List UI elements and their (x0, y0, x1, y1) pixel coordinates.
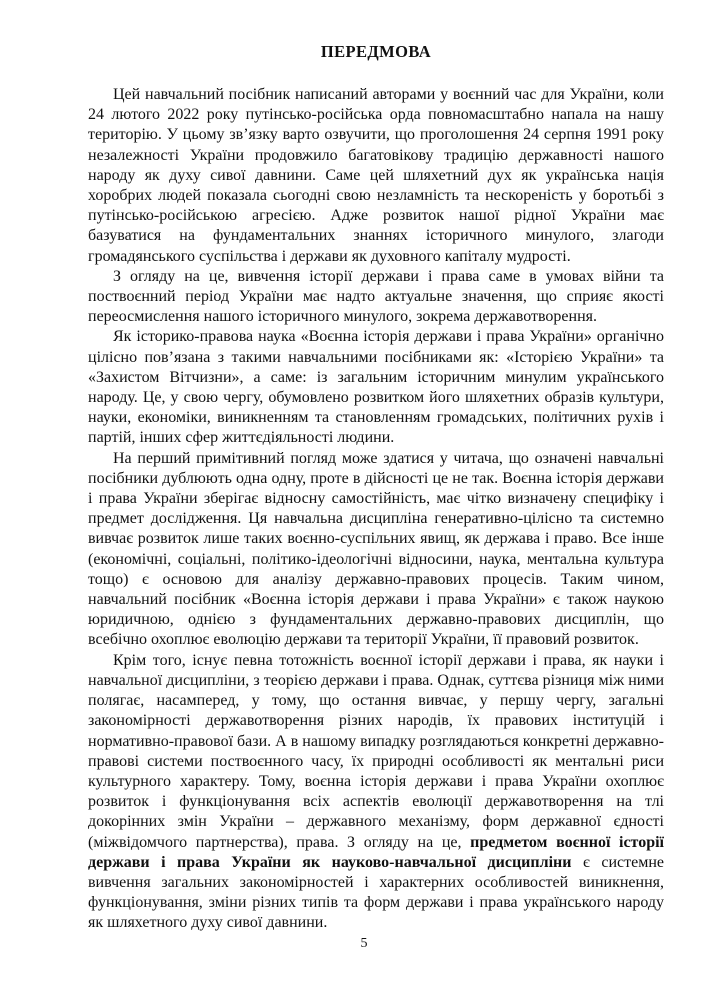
paragraph-5-bold-subject: предметом воєнної історії держави і права України як науково-навчальної дисципліни (88, 833, 664, 871)
paragraph-1: Цей навчальний посібник написаний авторами у воєнний час для України, коли 24 лютого 2022 року путінсько-російська орда повномасштабно напала на нашу територію. У цьому зв’язку варто озвучити, що проголошення 24 серпня 1991 року незалежності України продовжило багатовікову традицію державності нашого народу як духу сивої давнини. Саме цей шляхетний дух як українська нація хоробрих людей показала сьогодні свою незламність та нескореність у боротьбі з путінсько-російською агресією. Адже розвиток нашої рідної України має базуватися на фундаментальних знаннях історичного минулого, злагоди громадянського суспільства і держави як духовного капіталу мудрості. (88, 86, 664, 265)
paragraph-5 (88, 651, 664, 934)
paragraph-2: З огляду на це, вивчення історії держави і права саме в умовах війни та поствоєнний період України має надто актуальне значення, що сприяє якості переосмислення нашого історичного минулого, зокрема державотворення. (88, 267, 664, 326)
paragraph-5-text-before: Крім того, існує певна тотожність воєнної історії держави і права, як науки і навчальної дисципліни, з теорією держави і права. Однак, суттєва різниця між ними полягає, насамперед, у тому, що остання вивчає, у першу чергу, загальні закономірності державотворення різних народів, їх правових інституцій і нормативно-правової бази. А в нашому випадку розглядаються конкретні державно-правові системи поствоєнного часу, їх природні особливості як ментальні риси культурного характеру. Тому, воєнна історія держави і права України охоплює розвиток і функціонування всіх аспектів еволюції державотворення на тлі докорінних змін України – державного механізму, форм державної єдності (міжвідомчого партнерства), права. З огляду на це, (88, 651, 664, 851)
paragraph-5-text-after: є системне вивчення загальних закономірностей і характерних особливостей виникнення, функціонування, зміни різних типів та форм держави і права українського народу як шляхетного духу сивої давнини. (88, 853, 664, 932)
paragraph-4: На перший примітивний погляд може здатися у читача, що означені навчальні посібники дублюють одна одну, проте в дійсності це не так. Воєнна історія держави і права України зберігає відносну самостійність, має чітко визначену специфіку і предмет дослідження. Ця навчальна дисципліна генеративно-цілісно та системно вивчає розвиток лише таких воєнно-суспільних явищ, як держава і право. Все інше (економічні, соціальні, політико-ідеологічні відносини, наука, ментальна культура тощо) є основою для аналізу державно-правових процесів. Таким чином, навчальний посібник «Воєнна історія держави і права України» є також наукою юридичною, однією з фундаментальних державно-правових дисциплін, що всебічно охоплює еволюцію держави та території України, її правовий розвиток. (88, 449, 664, 649)
page-title: ПЕРЕДМОВА (320, 42, 432, 61)
paragraph-3: Як історико-правова наука «Воєнна історія держави і права України» органічно цілісно пов’язана з такими навчальними посібниками як: «Історією України» та «Захистом Вітчизни», а саме: із загальним історичним минулим українського народу. Це, у свою чергу, обумовлено розвитком його шляхетних образів культури, науки, економіки, виникненням та становленням громадських, політичних рухів і партій, інших сфер життєдіяльності людини. (88, 328, 664, 447)
page-number: 5 (360, 936, 368, 951)
